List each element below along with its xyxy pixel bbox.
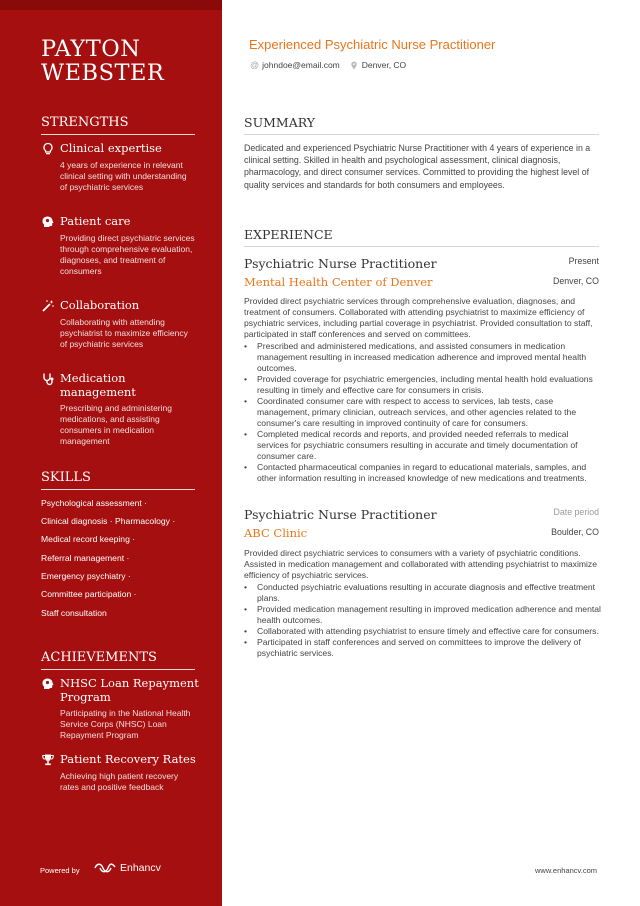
achievement-desc: Achieving high patient recovery rates and positive feedback: [60, 771, 179, 792]
job-bullet: • Participated in staff conferences and served on committees to improve the delivery of psychiatric services.: [244, 637, 601, 659]
job-title: Psychiatric Nurse Practitioner: [244, 256, 437, 271]
summary-text: Dedicated and experienced Psychiatric Nurse Practitioner with 4 years of experience in a clinical setting. Skilled in health and psychological assessment, clinical diagnosis, pharmacology, and direct consumer services. Committed to providing the highest level of quality services and standards for both consumers and employees.: [244, 143, 591, 190]
achievement-item: [41, 752, 201, 793]
job-bullet: • Provided coverage for psychiatric emergencies, including mental health hold evaluations resulting in timely and effective care for consumers in crisis.: [244, 374, 601, 396]
strength-item: [41, 371, 201, 447]
stethoscope-icon: [41, 372, 55, 386]
strength-item: [41, 214, 201, 277]
strength-item: [41, 298, 201, 350]
trophy-icon: [41, 753, 55, 767]
at-icon: @: [250, 60, 260, 70]
strength-desc: 4 years of experience in relevant clinical setting with understanding of psychiatric services: [60, 160, 187, 192]
head-brain-icon: [41, 215, 55, 229]
strength-title: Clinical expertise: [60, 141, 162, 155]
job-description: Provided direct psychiatric services to consumers with a variety of psychiatric conditions. Assisted in medication management and collaborated with attending psychiatrist to maximize efficiency of psychiatric services.: [244, 548, 598, 580]
job-bullet: • Collaborated with attending psychiatrist to ensure timely and effective care for consumers.: [244, 626, 601, 637]
skill-item: Medical record keeping ·: [41, 534, 136, 544]
job-title: Psychiatric Nurse Practitioner: [244, 507, 437, 522]
skill-item: Emergency psychiatry ·: [41, 571, 131, 581]
job-bullet: • Prescribed and administered medications, and assisted consumers in medication management resulting in increased medication adherence and improved mental health outcomes.: [244, 341, 601, 374]
job-location: Boulder, CO: [551, 527, 599, 537]
achievement-title: NHSC Loan Repayment Program: [60, 676, 199, 704]
achievement-item: [41, 676, 201, 741]
lightbulb-icon: [41, 142, 55, 156]
strength-title: Collaboration: [60, 298, 140, 312]
job-bullet: • Provided medication management resulting in improved medication adherence and mental health outcomes.: [244, 604, 601, 626]
strength-desc: Collaborating with attending psychiatrist to maximize efficiency of psychiatric services: [60, 317, 188, 349]
summary-heading: SUMMARY: [244, 115, 599, 135]
name-first: PAYTON: [41, 36, 141, 62]
skill-item: Staff consultation: [41, 608, 107, 618]
achievement-title: Patient Recovery Rates: [60, 752, 196, 766]
head-brain-icon: [41, 677, 55, 691]
sidebar-top-band: [0, 0, 222, 10]
skill-item: Referral management ·: [41, 553, 130, 563]
job-bullet: • Contacted pharmaceutical companies in regard to educational materials, samples, and other information resulting in increased knowledge of new medications and treatments.: [244, 462, 601, 484]
footer-url[interactable]: www.enhancv.com: [535, 866, 597, 875]
job-bullets: [244, 582, 601, 659]
strength-title: Medication management: [60, 371, 136, 399]
job-location: Denver, CO: [553, 276, 599, 286]
skill-item: Clinical diagnosis · Pharmacology ·: [41, 516, 176, 526]
enhancv-logo[interactable]: [94, 862, 161, 874]
experience-heading: EXPERIENCE: [244, 227, 599, 247]
contact-location: Denver, CO: [361, 60, 407, 70]
job-bullet: • Conducted psychiatric evaluations resulting in accurate diagnosis and effective treatment plans.: [244, 582, 601, 604]
contact-row: [250, 60, 406, 70]
skill-item: Psychological assessment ·: [41, 498, 148, 508]
enhancv-brand: Enhancv: [120, 862, 161, 874]
magic-wand-icon: [41, 299, 55, 313]
achievements-heading: ACHIEVEMENTS: [41, 650, 195, 670]
skills-heading: SKILLS: [41, 470, 195, 490]
contact-email[interactable]: johndoe@email.com: [262, 60, 340, 70]
name-last: WEBSTER: [41, 60, 165, 86]
enhancv-logo-icon: [94, 862, 116, 874]
job-date: Date period: [553, 507, 599, 517]
strength-desc: Prescribing and administering medications, and assisting consumers in medication management: [60, 403, 172, 446]
strength-desc: Providing direct psychiatric services through comprehensive evaluation, diagnoses, and treatment of consumers: [60, 233, 195, 276]
strength-item: [41, 141, 201, 193]
job-description: Provided direct psychiatric services through comprehensive evaluation, diagnoses, and treatment of consumers. Collaborated with attending psychiatrist to maximize efficiency of psychiatric services, including partial coverage in psychiatrist. Provided consultation to staff, participated in staff conferences and served on committees.: [244, 296, 593, 339]
job-bullets: [244, 341, 601, 484]
company-name: Mental Health Center of Denver: [244, 275, 433, 289]
achievement-desc: Participating in the National Health Service Corps (NHSC) Loan Repayment Program: [60, 708, 191, 740]
headline: Experienced Psychiatric Nurse Practitioner: [249, 37, 496, 52]
skill-item: Committee participation ·: [41, 589, 137, 599]
candidate-name: [41, 37, 164, 85]
location-pin-icon: [350, 61, 358, 70]
job-bullet: • Completed medical records and reports, and provided needed referrals to medical services for psychiatric consumers resulting in accurate and timely documentation of consumer care.: [244, 429, 601, 462]
strength-title: Patient care: [60, 214, 131, 228]
sidebar: [0, 0, 222, 906]
job-date: Present: [568, 256, 599, 266]
company-name: ABC Clinic: [244, 526, 308, 540]
powered-by-label: Powered by: [40, 866, 80, 875]
job-bullet: • Coordinated consumer care with respect to access to services, lab tests, case management, primary clinician, outreach services, and other agencies related to the consumer's care resulting in improved continuity of care for consumers.: [244, 396, 601, 429]
strengths-heading: STRENGTHS: [41, 115, 195, 135]
